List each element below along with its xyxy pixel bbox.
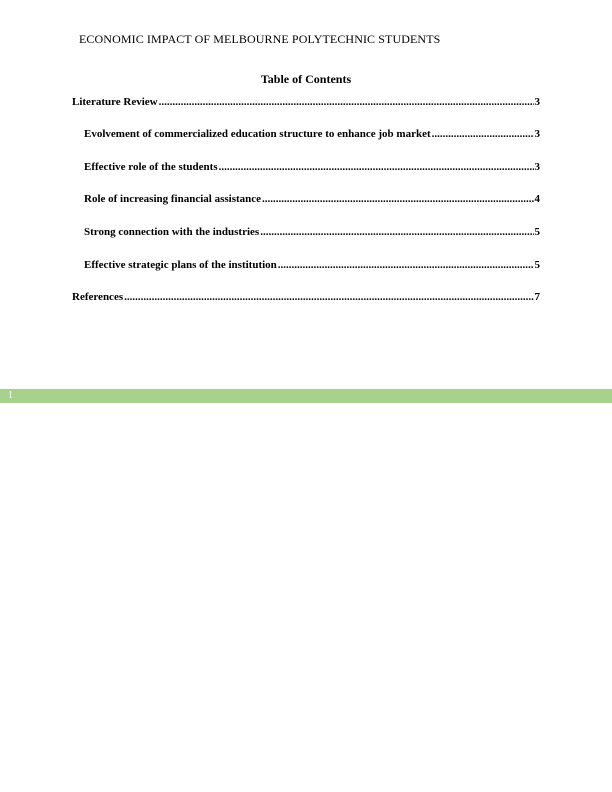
toc-entry-industry-connection[interactable] xyxy=(84,225,540,239)
toc-dot-leader xyxy=(432,127,534,141)
toc-entry-literature-review[interactable] xyxy=(72,95,540,109)
toc-entry-strategic-plans[interactable] xyxy=(84,258,540,272)
toc-dot-leader xyxy=(159,95,534,109)
toc-dot-leader xyxy=(278,258,534,272)
toc-entry-evolvement[interactable] xyxy=(84,127,540,141)
toc-entry-references[interactable] xyxy=(72,290,540,304)
toc-page-number: 3 xyxy=(534,96,540,108)
toc-page-number: 3 xyxy=(534,161,540,173)
toc-page-number: 5 xyxy=(534,259,540,271)
toc-page-number: 7 xyxy=(534,291,540,303)
toc-dot-leader xyxy=(124,290,533,304)
toc-entry-label: Strong connection with the industries xyxy=(84,226,260,238)
toc-entry-label: References xyxy=(72,291,124,303)
running-header: ECONOMIC IMPACT OF MELBOURNE POLYTECHNIC STUDENTS xyxy=(79,32,441,46)
toc-title: Table of Contents xyxy=(260,72,352,86)
toc-dot-leader xyxy=(262,192,533,206)
toc-page-number: 3 xyxy=(534,128,540,140)
toc-page-number: 5 xyxy=(534,226,540,238)
toc-entry-financial-assistance[interactable] xyxy=(84,192,540,206)
footer-band xyxy=(0,389,612,403)
toc-entry-label: Effective role of the students xyxy=(84,161,218,173)
toc-entry-label: Evolvement of commercialized education structure to enhance job market xyxy=(84,128,431,140)
footer-page-number: 1 xyxy=(8,390,13,401)
toc-entry-label: Effective strategic plans of the institution xyxy=(84,259,277,271)
toc-entry-effective-role[interactable] xyxy=(84,160,540,174)
toc-entry-label: Role of increasing financial assistance xyxy=(84,193,262,205)
toc-page-number: 4 xyxy=(534,193,540,205)
toc-dot-leader xyxy=(260,225,533,239)
toc-dot-leader xyxy=(219,160,534,174)
toc-entry-label: Literature Review xyxy=(72,96,158,108)
